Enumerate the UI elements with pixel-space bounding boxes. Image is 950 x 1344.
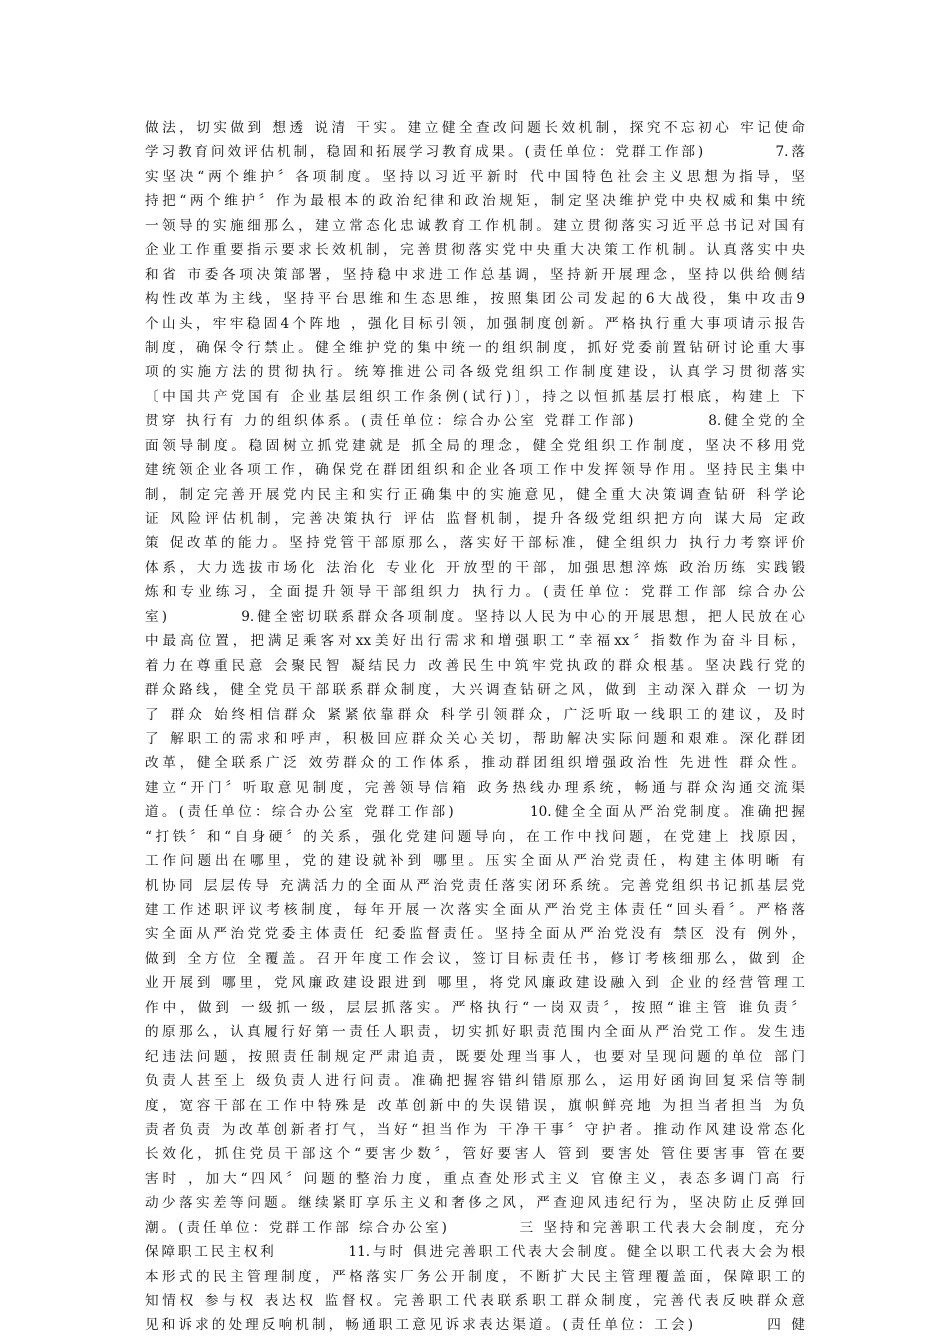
text-line: 中最高位置，把满足乘客对xx美好出行需求和增强职工“幸福xx〞指数作为奋斗目标， (145, 633, 805, 650)
text-line: 的原那么，认真履行好第一责任人职责，切实抓好职责范围内全面从严治党工作。发生违 (145, 1024, 805, 1041)
text-line: 证 风险评估机制，完善决策执行 评估 监督机制，提升各级党组织把方向 谋大局 定政 (145, 511, 805, 527)
text-line: “打铁〞和“自身硬〞的关系，强化党建问题导向，在工作中找问题，在党建上 找原因， (145, 828, 805, 845)
text-line: 了 解职工的需求和呼声，积极回应群众关心关切，帮助解决实际问题和艰难。深化群团 (145, 730, 805, 747)
text-line: 纪违法问题，按照责任制规定严肃追责，既要处理当事人，也要对呈现问题的单位 部门 (145, 1048, 805, 1065)
text-line: 面领导制度。稳固树立抓党建就是 抓全局的理念，健全党组织工作制度，坚决不移用党 (145, 437, 805, 454)
text-line: 道。(责任单位：综合办公室 党群工作部) 10.健全全面从严治党制度。准确把握 (145, 804, 805, 821)
text-line: 工作问题出在哪里，党的建设就补到 哪里。压实全面从严治党责任，构建主体明晰 有 (145, 853, 805, 870)
text-line: 持把“两个维护〞作为最根本的政治纪律和政治规矩，制定坚决维护党中央权威和集中统 (145, 193, 805, 210)
text-line: 害时 ，加大“四风〞问题的整治力度，重点查处形式主义 官僚主义，表态多调门高 行 (145, 1170, 805, 1187)
text-line: 建工作述职评议考核制度，每年开展一次落实全面从严治党主体责任“回头看〞。严格落 (145, 902, 805, 918)
text-line: 保障职工民主权利 11.与时 俱进完善职工代表大会制度。健全以职工代表大会为根 (145, 1244, 805, 1261)
text-line: 了 群众 始终相信群众 紧紧依靠群众 科学引领群众，广泛听取一线职工的建议，及时 (145, 706, 805, 723)
text-line: 着力在尊重民意 会聚民智 凝结民力 改善民生中筑牢党执政的群众根基。坚决践行党的 (145, 657, 805, 674)
text-line: 度，宽容干部在工作中特殊是 改革创新中的失误错误，旗帜鲜亮地 为担当者担当 为负 (145, 1097, 805, 1114)
text-line: 潮。(责任单位：党群工作部 综合办公室) 三 坚持和完善职工代表大会制度，充分 (145, 1219, 805, 1236)
text-line: 和省 市委各项决策部署，坚持稳中求进工作总基调，坚持新开展理念，坚持以供给侧结 (145, 266, 805, 283)
text-line: 个山头，牢牢稳固4个阵地 ，强化目标引领，加强制度创新。严格执行重大事项请示报告 (145, 315, 805, 332)
document-page (145, 116, 805, 1338)
text-line: 知情权 参与权 表达权 监督权。完善职工代表联系职工群众制度，完善代表反映群众意 (145, 1293, 805, 1309)
text-line: 策 促改革的能力。坚持党管干部原那么，落实好干部标准，健全组织力 执行力考察评价 (145, 535, 805, 552)
text-line: 责者负责 为改革创新者打气，当好“担当作为 干净干事〞守护者。推动作风建设常态化 (145, 1121, 805, 1138)
text-line: 做法，切实做到 想透 说清 干实。建立健全查改问题长效机制，探究不忘初心 牢记使命 (145, 120, 805, 136)
text-line: 做到 全方位 全覆盖。召开年度工作会议，签订目标责任书，修订考核细那么，做到 企 (145, 950, 805, 967)
text-line: 业开展到 哪里，党风廉政建设跟进到 哪里，将党风廉政建设融入到 企业的经营管理工 (145, 975, 805, 992)
text-line: 作中，做到 一级抓一级，层层抓落实。严格执行“一岗双责〞，按照“谁主管 谁负责〞 (145, 999, 805, 1016)
text-line: 制，制定完善开展党内民主和实行正确集中的实施意见，健全重大决策调查钻研 科学论 (145, 486, 805, 503)
text-line: 实坚决“两个维护〞各项制度。坚持以习近平新时 代中国特色社会主义思想为指导，坚 (145, 168, 805, 185)
text-line: 一领导的实施细那么，建立常态化忠诚教育工作机制。建立贯彻落实习近平总书记对国有 (145, 217, 805, 234)
text-line: 群众路线，健全党员干部联系群众制度，大兴调查钻研之风，做到 主动深入群众 一切为 (145, 682, 805, 699)
text-line: 贯穿 执行有 力的组织体系。(责任单位：综合办公室 党群工作部) 8.健全党的全 (145, 413, 805, 430)
text-line: 负责人甚至上 级负责人进行问责。准确把握容错纠错原那么，运用好函询回复采信等制 (145, 1073, 805, 1090)
text-line: 改革，健全联系广泛 效劳群众的工作体系，推动群团组织增强政治性 先进性 群众性。 (145, 755, 805, 772)
text-line: 项的实施方法的贯彻执行。统筹推进公司各级党组织工作制度建设，认真学习贯彻落实 (145, 364, 805, 381)
text-line: 见和诉求的处理反响机制，畅通职工意见诉求表达渠道。(责任单位：工会) 四 健 (145, 1317, 805, 1334)
text-line: 机协同 层层传导 充满活力的全面从严治党责任落实闭环系统。完善党组织书记抓基层党 (145, 877, 805, 894)
text-line: 企业工作重要指示要求长效机制，完善贯彻落实党中央重大决策工作机制。认真落实中央 (145, 242, 805, 259)
text-line: 本形式的民主管理制度，严格落实厂务公开制度，不断扩大民主管理覆盖面，保障职工的 (145, 1268, 805, 1285)
text-line: 动少落实差等问题。继续紧盯享乐主义和奢侈之风，严查迎风违纪行为，坚决防止反弹回 (145, 1195, 805, 1212)
text-line: 学习教育问效评估机制，稳固和拓展学习教育成果。(责任单位：党群工作部) 7.落 (145, 144, 805, 161)
text-line: 〔中国共产党国有 企业基层组织工作条例(试行)〕，持之以恒抓基层打根底，构建上 下 (145, 388, 805, 405)
text-line: 构性改革为主线，坚持平台思维和生态思维，按照集团公司发起的6大战役，集中攻击9 (145, 291, 805, 308)
text-line: 制度，确保令行禁止。健全维护党的集中统一的组织制度，抓好党委前置钻研讨论重大事 (145, 339, 805, 356)
text-line: 建统领企业各项工作，确保党在群团组织和企业各项工作中发挥领导作用。坚持民主集中 (145, 462, 805, 479)
text-line: 实全面从严治党党委主体责任 纪委监督责任。坚持全面从严治党没有 禁区 没有 例外， (145, 926, 805, 943)
text-line: 长效化，抓住党员干部这个“要害少数〞，管好要害人 管到 要害处 管住要害事 管在要 (145, 1146, 805, 1163)
text-line: 室) 9.健全密切联系群众各项制度。坚持以人民为中心的开展思想，把人民放在心 (145, 608, 805, 625)
text-line: 炼和专业练习，全面提升领导干部组织力 执行力。(责任单位：党群工作部 综合办公 (145, 584, 805, 601)
text-line: 体系，大力选拔市场化 法治化 专业化 开放型的干部，加强思想淬炼 政治历练 实践锻 (145, 559, 805, 576)
text-line: 建立“开门〞听取意见制度，完善领导信箱 政务热线办理系统，畅通与群众沟通交流渠 (145, 779, 805, 796)
